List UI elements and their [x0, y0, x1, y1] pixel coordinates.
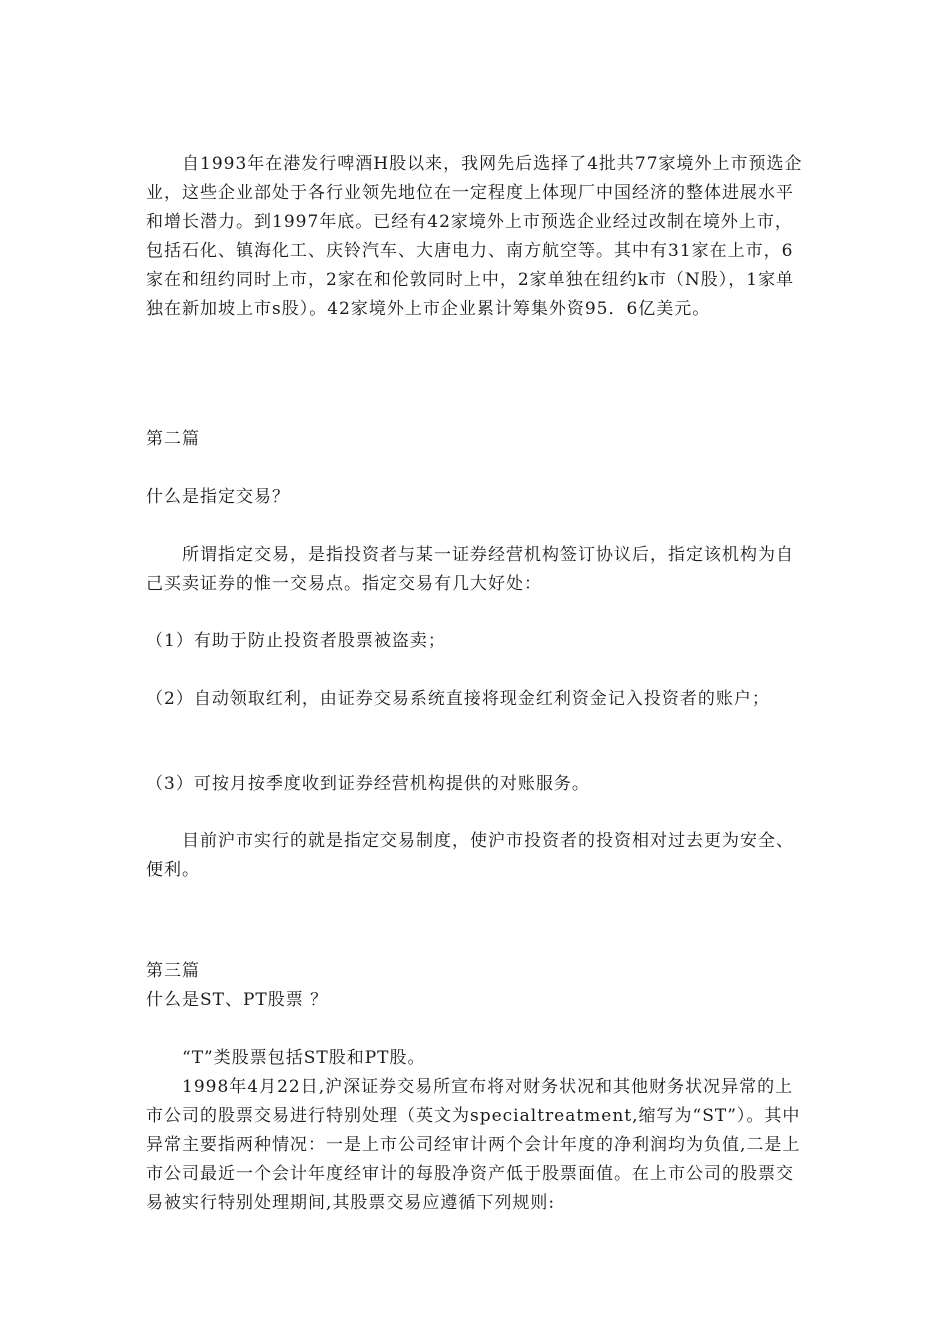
- list-item-benefit-2: （2）自动领取红利，由证券交易系统直接将现金红利资金记入投资者的账户；: [146, 689, 770, 709]
- list-item-benefit-1: （1）有助于防止投资者股票被盗卖；: [146, 631, 446, 651]
- paragraph-st-rules: 1998年4月22日,沪深证券交易所宣布将对财务状况和其他财务状况异常的上市公司的股票交易进行特别处理（英文为specialtreatment,缩写为“ST”）。其中异常主要指两种情况：一是上市公司经审计两个会计年度的净利润均为负值,二是上市公司最近一个会计年度经审计的每股净资产低于股票面值。在上市公司的股票交易被实行特别处理期间,其股票交易应遵循下列规则:: [146, 1077, 801, 1213]
- paragraph-shanghai-system: 目前沪市实行的就是指定交易制度，使沪市投资者的投资相对过去更为安全、便利。: [146, 831, 794, 880]
- section-question-3: 什么是ST、PT股票 ？: [146, 990, 329, 1010]
- paragraph-designated-trading: 所谓指定交易，是指投资者与某一证券经营机构签订协议后，指定该机构为自己买卖证券的惟一交易点。指定交易有几大好处：: [146, 545, 794, 594]
- section-heading-3: 第三篇: [146, 961, 200, 981]
- section-heading-2: 第二篇: [146, 429, 200, 449]
- list-item-benefit-3: （3）可按月按季度收到证券经营机构提供的对账服务。: [146, 774, 590, 794]
- section-question-2: 什么是指定交易？: [146, 487, 290, 507]
- paragraph-overseas-listing: 自1993年在港发行啤酒H股以来，我网先后选择了4批共77家境外上市预选企业，这些企业部处于各行业领先地位在一定程度上体现厂中国经济的整体进展水平和增长潜力。到1997年底。已经有42家境外上市预选企业经过改制在境外上市，包括石化、镇海化工、庆铃汽车、大唐电力、南方航空等。其中有31家在上市，6家在和纽约同时上市，2家在和伦敦同时上中，2家单独在纽约k市（N股），1家单独在新加坡上市s股）。42家境外上市企业累计筹集外资95．6亿美元。: [146, 154, 803, 319]
- paragraph-t-shares: “T”类股票包括ST股和PT股。: [182, 1048, 426, 1068]
